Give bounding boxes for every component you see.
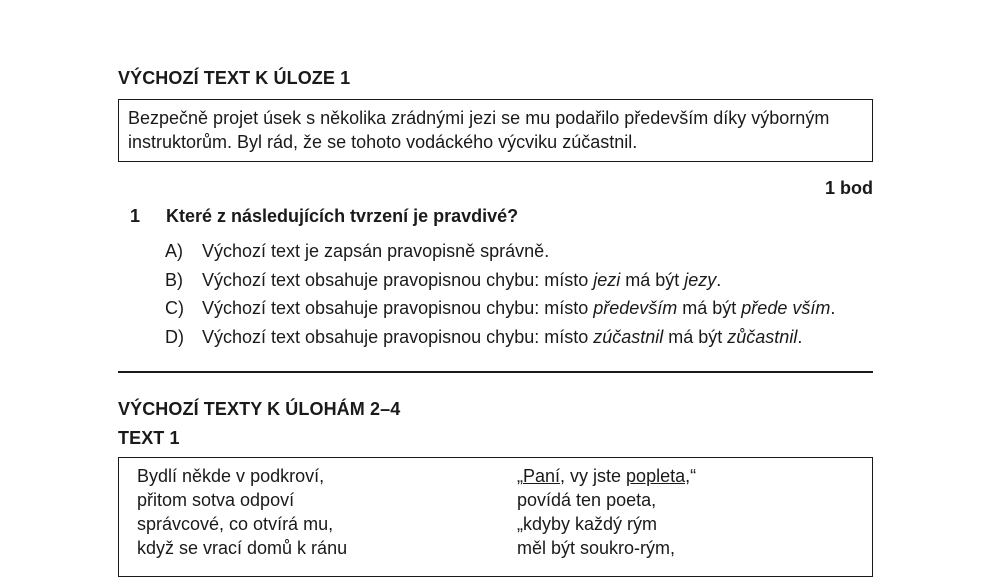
source-text-line2: instruktorům. Byl rád, že se tohoto vodáckého výcviku zúčastnil. xyxy=(128,132,638,152)
poem-line: když se vrací domů k ránu xyxy=(137,538,348,558)
question-text: Které z následujících tvrzení je pravdivé? xyxy=(166,206,519,226)
option-letter: C) xyxy=(165,298,184,319)
option-right-word: jezy xyxy=(684,269,717,290)
quote-open: „ xyxy=(517,466,523,486)
poem-line: měl být soukro-rým, xyxy=(517,538,676,558)
poem-line: přitom sotva odpoví xyxy=(137,490,295,510)
option-text: Výchozí text obsahuje pravopisnou chybu: místo xyxy=(202,298,594,319)
option-b[interactable] xyxy=(165,268,835,297)
underlined-word: popleta xyxy=(626,466,686,486)
option-letter: D) xyxy=(165,327,184,348)
option-right-word: zůčastnil xyxy=(727,327,798,348)
option-text-end: . xyxy=(830,298,836,319)
option-wrong-word: zúčastnil xyxy=(593,327,664,348)
option-letter: A) xyxy=(165,241,183,261)
points-label: 1 bod xyxy=(825,178,873,198)
question-1 xyxy=(130,206,518,227)
poem-left-column xyxy=(137,464,347,560)
section1-heading: VÝCHOZÍ TEXT K ÚLOZE 1 xyxy=(118,68,351,88)
underlined-word: Paní xyxy=(523,466,561,486)
question-number: 1 xyxy=(130,206,141,226)
text1-heading: TEXT 1 xyxy=(118,428,180,448)
option-a[interactable] xyxy=(165,239,835,268)
source-text-box xyxy=(118,99,873,162)
option-text-mid: má být xyxy=(663,327,728,348)
option-wrong-word: především xyxy=(593,298,678,319)
option-text: Výchozí text obsahuje pravopisnou chybu: místo xyxy=(202,327,594,348)
option-right-word: přede vším xyxy=(741,298,831,319)
option-text: Výchozí text je zapsán pravopisně správně. xyxy=(202,241,550,261)
poem-line: povídá ten poeta, xyxy=(517,490,657,510)
quote-close: ,“ xyxy=(685,466,697,486)
option-text-mid: má být xyxy=(677,298,742,319)
option-text-mid: má být xyxy=(620,269,685,290)
answer-options xyxy=(165,239,835,354)
option-d[interactable] xyxy=(165,325,835,354)
option-c[interactable] xyxy=(165,296,835,325)
option-text-end: . xyxy=(797,327,803,348)
option-text: Výchozí text obsahuje pravopisnou chybu: místo xyxy=(202,269,594,290)
poem-line: správcové, co otvírá mu, xyxy=(137,514,334,534)
poem-box xyxy=(118,457,873,577)
poem-text: , vy jste xyxy=(560,466,627,486)
source-text-line1: Bezpečně projet úsek s několika zrádnými jezi se mu podařilo především díky výborným xyxy=(128,108,830,128)
option-letter: B) xyxy=(165,269,183,290)
section-divider xyxy=(118,371,873,373)
poem-right-column xyxy=(517,464,696,560)
poem-line: Bydlí někde v podkroví, xyxy=(137,466,325,486)
poem-line: „kdyby každý rým xyxy=(517,514,658,534)
section2-heading: VÝCHOZÍ TEXTY K ÚLOHÁM 2–4 xyxy=(118,399,401,419)
option-wrong-word: jezi xyxy=(593,269,621,290)
poem-line xyxy=(517,464,696,488)
option-text-end: . xyxy=(716,269,722,290)
